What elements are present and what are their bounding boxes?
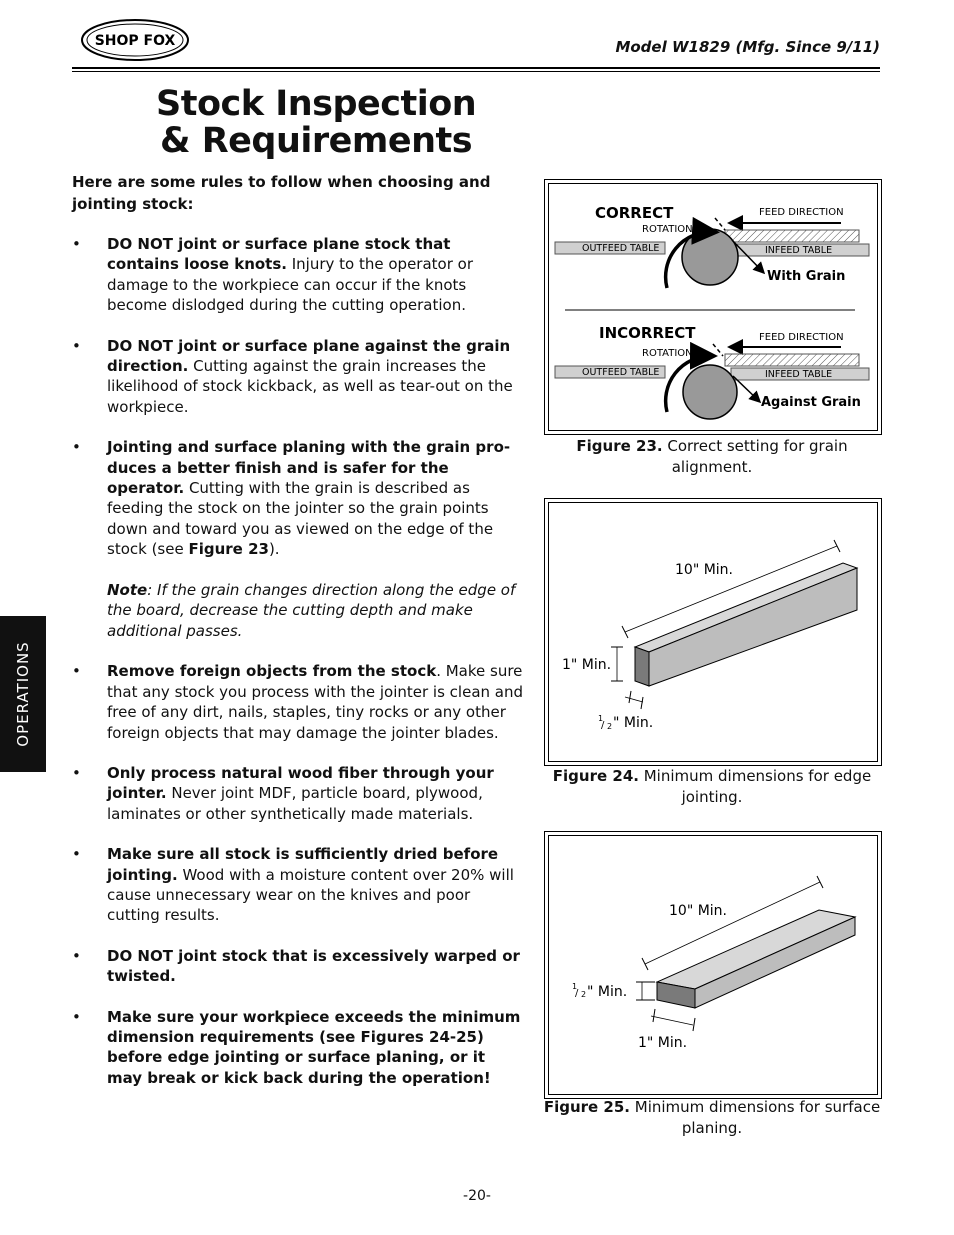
- feed-direction-label: FEED DIRECTION: [759, 332, 844, 343]
- list-item: [72, 946, 524, 987]
- dim-tick: [693, 1018, 695, 1031]
- intro-text: Here are some rules to follow when choosing and jointing stock:: [72, 173, 491, 213]
- correct-label: CORRECT: [595, 204, 674, 222]
- dim-tick: [629, 691, 631, 703]
- rule-text: Cutting against the grain increases the likelihood of stock kickback, as well as tear-out on the workpiece.: [107, 357, 513, 416]
- grain-line: [713, 344, 723, 356]
- rule-bold: DO NOT joint or surface plane stock that contains loose knots.: [107, 235, 451, 274]
- rule-text: Never joint MDF, particle board, plywood, laminates or other synthetically made materials.: [107, 784, 483, 823]
- rule-bold: Make sure your workpiece exceeds the minimum dimension requirements (see Figures 24-25) before edge jointing or surface planing, or it may break or kick back during the operation!: [107, 1007, 521, 1087]
- rule-bold: Make sure all stock is sufficiently dried before jointing.: [107, 845, 499, 884]
- width-dim-line: [625, 697, 643, 702]
- bullet: •: [72, 1007, 81, 1026]
- rule-bold: Only process natural wood fiber through your jointer.: [107, 763, 494, 803]
- header-rule: [72, 67, 880, 69]
- length-label: 10" Min.: [675, 562, 733, 578]
- rule-bold: Remove foreign objects from the stock: [107, 662, 437, 681]
- rule-bold: Jointing and surface planing with the grain pro-duces a better finish and is safer for the operator.: [107, 438, 511, 498]
- outfeed-label: OUTFEED TABLE: [582, 243, 660, 254]
- infeed-label: INFEED TABLE: [765, 369, 833, 380]
- title-line-1: Stock Inspection: [156, 84, 477, 124]
- incorrect-label: INCORRECT: [599, 324, 696, 342]
- width-unit: " Min.: [613, 715, 654, 731]
- bullet: •: [72, 336, 81, 355]
- caption-text: Minimum dimensions for edge jointing.: [638, 767, 872, 806]
- fraction-slash: /: [601, 720, 605, 731]
- bullet: •: [72, 946, 81, 965]
- svg-text:SHOP FOX: SHOP FOX: [94, 33, 176, 49]
- cutterhead: [683, 365, 737, 419]
- outfeed-label: OUTFEED TABLE: [582, 367, 660, 378]
- list-item: [72, 234, 524, 316]
- caption-label: Figure 23.: [576, 437, 663, 455]
- board-end: [635, 647, 649, 686]
- list-item: [72, 844, 524, 926]
- edge-jointing-diagram: [545, 499, 881, 765]
- list-item: [72, 437, 524, 641]
- stock-hatch: [725, 354, 859, 366]
- bullet: •: [72, 662, 81, 681]
- fraction-slash: /: [575, 988, 579, 999]
- figure-23-caption: [542, 436, 882, 478]
- rotation-label: ROTATION: [642, 348, 693, 359]
- against-grain-label: Against Grain: [761, 395, 861, 410]
- height-unit: " Min.: [587, 984, 628, 1000]
- page-title: [156, 86, 476, 160]
- grain-diagram: [545, 180, 881, 434]
- fraction-num: 1: [598, 714, 604, 723]
- section-tab: [0, 616, 46, 772]
- dim-tick: [622, 626, 628, 638]
- figure-23: [544, 179, 882, 435]
- fraction-den: 2: [607, 722, 613, 731]
- length-label: 10" Min.: [669, 903, 727, 919]
- rule-text: Cutting with the grain is described as feeding the stock on the jointer so the grain points down and toward you as viewed on the edge of the stock (see: [107, 479, 494, 559]
- figure-24: [544, 498, 882, 766]
- page-number: -20-: [463, 1188, 491, 1204]
- rules-list: [72, 234, 524, 1108]
- fraction-num: 1: [572, 982, 578, 991]
- note-text: : If the grain changes direction along the edge of the board, decrease the cutting depth and make additional passes.: [107, 581, 516, 640]
- height-label: 1" Min.: [562, 657, 612, 673]
- list-item: [72, 336, 524, 418]
- width-dim-line: [651, 1016, 693, 1025]
- infeed-label: INFEED TABLE: [765, 245, 833, 256]
- figure-24-caption: [542, 766, 882, 808]
- note: [107, 580, 524, 641]
- bullet: •: [72, 235, 81, 253]
- section-tab-label: OPERATIONS: [14, 641, 32, 747]
- rule-bold: DO NOT joint stock that is excessively warped or twisted.: [107, 946, 520, 986]
- list-item: [72, 661, 524, 743]
- figure-25-caption: [542, 1097, 882, 1139]
- dim-tick: [653, 1009, 655, 1022]
- feed-direction-label: FEED DIRECTION: [759, 207, 844, 218]
- dim-tick: [817, 876, 823, 888]
- shop-fox-logo: [80, 18, 190, 62]
- caption-text: Minimum dimensions for surface planing.: [630, 1098, 881, 1137]
- grain-line: [715, 218, 725, 230]
- bullet: •: [72, 845, 81, 864]
- rotation-label: ROTATION: [642, 224, 693, 235]
- board-side: [649, 568, 857, 686]
- surface-planing-diagram: [545, 832, 881, 1098]
- caption-text: Correct setting for grain alignment.: [662, 437, 848, 476]
- rule-text: Injury to the operator or damage to the workpiece can occur if the knots become dislodged during the cutting operation.: [107, 255, 474, 315]
- note-label: Note: [107, 581, 148, 600]
- bullet: •: [72, 763, 81, 782]
- list-item: [72, 1007, 524, 1089]
- title-line-2: & Requirements: [160, 121, 473, 161]
- dim-tick: [642, 958, 648, 970]
- stock-hatch: [725, 230, 859, 242]
- figure-25: [544, 831, 882, 1099]
- dim-tick: [834, 540, 840, 552]
- rule-text-end: ).: [268, 540, 280, 559]
- width-label: 1" Min.: [638, 1035, 688, 1051]
- rule-bold: DO NOT joint or surface plane against the grain direction.: [107, 336, 511, 376]
- caption-label: Figure 25.: [543, 1098, 630, 1116]
- fraction-den: 2: [581, 990, 587, 999]
- figure-reference: Figure 23: [188, 540, 269, 559]
- bullet: •: [72, 438, 81, 457]
- header-rule-thin: [72, 71, 880, 72]
- rule-text: Wood with a moisture content over 20% will cause unnecessary wear on the knives and poor cutting results.: [107, 865, 514, 925]
- model-number: Model W1829 (Mfg. Since 9/11): [615, 38, 880, 56]
- list-item: [72, 763, 524, 824]
- with-grain-label: With Grain: [767, 269, 846, 284]
- dim-tick: [641, 697, 643, 709]
- caption-label: Figure 24.: [552, 767, 639, 785]
- rule-text: . Make sure that any stock you process with the jointer is clean and free of any dirt, nails, staples, tiny rocks or any other foreign objects that may damage the jointer blades.: [107, 662, 524, 742]
